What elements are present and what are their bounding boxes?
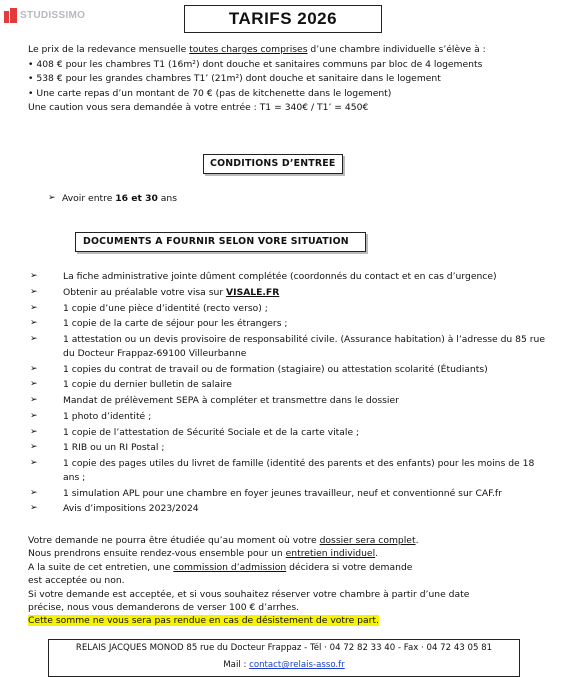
list-item: ➢ 1 photo d’identité ; xyxy=(30,410,152,422)
arrow-icon: ➢ xyxy=(30,271,38,281)
age-condition: ➢ Avoir entre 16 et 30 ans xyxy=(48,193,178,204)
arrow-icon: ➢ xyxy=(48,193,56,203)
list-item: ➢ 1 copie de la carte de séjour pour les étrangers ; xyxy=(30,318,288,330)
list-item: ➢ Mandat de prélèvement SEPA à compléter et transmettre dans le dossier xyxy=(30,395,399,407)
arrow-icon: ➢ xyxy=(30,363,38,374)
documents-list xyxy=(30,270,553,518)
arrow-icon: ➢ xyxy=(30,318,38,329)
arrow-icon: ➢ xyxy=(30,410,38,421)
closing-line: Si votre demande est acceptée, et si vous souhaitez réserver votre chambre à partir d’une date xyxy=(28,588,470,600)
arrow-icon: ➢ xyxy=(30,302,38,313)
charges-underline: toutes charges comprises xyxy=(189,44,308,55)
closing-line: est acceptée ou non. xyxy=(28,575,125,587)
arrow-icon: ➢ xyxy=(30,395,38,406)
visale-link[interactable]: VISALE.FR xyxy=(226,286,280,298)
highlighted-warning: Cette somme ne vous sera pas rendue en cas de désistement de votre part. xyxy=(28,615,379,627)
intro-line: Le prix de la redevance mensuelle toutes charges comprises d’une chambre individuelle s’élève à : xyxy=(28,44,486,55)
conditions-heading: CONDITIONS D’ENTREE xyxy=(203,154,343,174)
footer-mail: Mail : contact@relais-asso.fr xyxy=(223,660,345,670)
price-bullet: • 538 € pour les grandes chambres T1’ (21m²) dont douche et sanitaire dans le logement xyxy=(28,73,441,84)
footer-contact xyxy=(48,639,520,677)
building-icon xyxy=(4,8,17,23)
list-item: ➢ La fiche administrative jointe dûment complétée (coordonnés du contact et en cas d’urgence) xyxy=(30,271,497,282)
closing-line: précise, nous vous demanderons de verser 100 € d’arrhes. xyxy=(28,602,300,614)
arrow-icon: ➢ xyxy=(30,334,38,345)
list-item: ➢ 1 copies du contrat de travail ou de formation (stagiaire) ou attestation scolarité (Étudiants) xyxy=(30,363,488,375)
list-item: ➢ 1 RIB ou un RI Postal ; xyxy=(30,442,165,454)
documents-heading: DOCUMENTS A FOURNIR SELON VORE SITUATION xyxy=(75,232,366,252)
list-item: ➢ 1 copie des pages utiles du livret de famille (identité des parents et des enfants) pour les moins de 18 ans ; xyxy=(30,458,535,483)
closing-line: Nous prendrons ensuite rendez-vous ensemble pour un entretien individuel. xyxy=(28,548,379,560)
list-item: ➢ 1 simulation APL pour une chambre en foyer jeunes travailleur, neuf et conventionné sur CAF.fr xyxy=(30,487,502,499)
list-item: ➢ 1 attestation ou un devis provisoire de responsabilité civile. (Assurance habitation) à l’adresse du 85 rue du Docteur Frappaz-69100 Villeurbanne xyxy=(30,334,546,359)
list-item: ➢ 1 copie d’une pièce d’identité (recto verso) ; xyxy=(30,302,268,314)
list-item: ➢ Obtenir au préalable votre visa sur VISALE.FR xyxy=(30,286,280,298)
price-bullet: • 408 € pour les chambres T1 (16m²) dont douche et sanitaires communs par bloc de 4 logements xyxy=(28,58,483,70)
arrow-icon: ➢ xyxy=(30,458,38,469)
footer-address: RELAIS JACQUES MONOD 85 rue du Docteur Frappaz - Tél · 04 72 82 33 40 - Fax · 04 72 43 05 81 xyxy=(75,643,493,653)
intro-section xyxy=(28,43,486,116)
arrow-icon: ➢ xyxy=(30,487,38,498)
arrow-icon: ➢ xyxy=(30,286,38,297)
mail-link[interactable]: contact@relais-asso.fr xyxy=(249,660,345,670)
arrow-icon: ➢ xyxy=(30,426,38,437)
closing-line: Votre demande ne pourra être étudiée qu’au moment où votre dossier sera complet. xyxy=(28,535,419,546)
list-item: ➢ Avis d’impositions 2023/2024 xyxy=(30,503,199,515)
arrow-icon: ➢ xyxy=(30,379,38,390)
list-item: ➢ 1 copie du dernier bulletin de salaire xyxy=(30,379,232,391)
closing-section xyxy=(28,534,469,628)
arrow-icon: ➢ xyxy=(30,442,38,453)
studissimo-logo xyxy=(4,8,85,23)
arrow-icon: ➢ xyxy=(30,503,38,514)
closing-line: A la suite de cet entretien, une commission d’admission décidera si votre demande xyxy=(28,561,413,573)
logo-text: STUDISSIMO xyxy=(20,10,86,21)
list-item: ➢ 1 copie de l’attestation de Sécurité Sociale et de la carte vitale ; xyxy=(30,426,360,438)
price-bullet: • Une carte repas d’un montant de 70 € (pas de kitchenette dans le logement) xyxy=(28,87,392,99)
page-title: TARIFS 2026 xyxy=(184,5,382,33)
caution-line: Une caution vous sera demandée à votre entrée : T1 = 340€ / T1’ = 450€ xyxy=(28,102,369,113)
